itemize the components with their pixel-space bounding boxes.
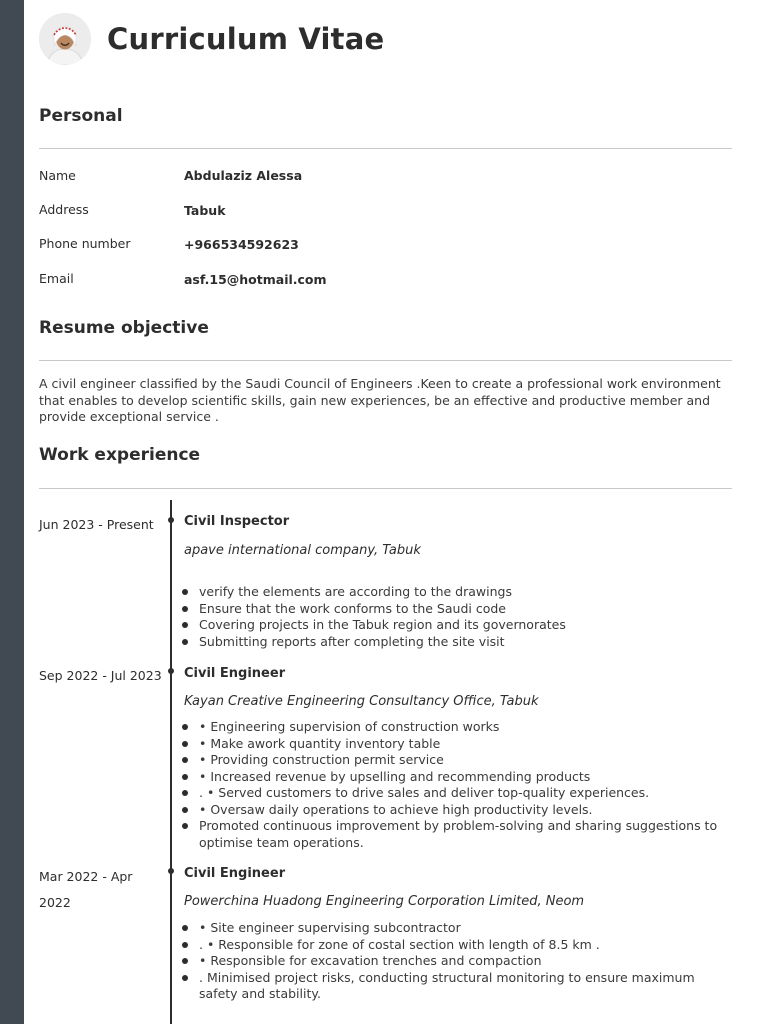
job-date: Mar 2022 - Apr 2022 bbox=[39, 869, 133, 910]
job-title: Civil Inspector bbox=[184, 514, 290, 529]
timeline-dot bbox=[168, 517, 174, 523]
list-item: • Oversaw daily operations to achieve high productivity levels. bbox=[184, 802, 729, 819]
field-value-name: Abdulaziz Alessa bbox=[184, 168, 303, 183]
job-title: Civil Engineer bbox=[184, 666, 286, 681]
list-item: • Providing construction permit service bbox=[184, 752, 729, 769]
left-accent-bar bbox=[0, 0, 24, 1024]
objective-text: A civil engineer classified by the Saudi Council of Engineers .Keen to create a professional work environment that enables to develop scientific skills, gain new experiences, be an effective and productive member and provide exceptional service . bbox=[39, 376, 721, 424]
field-label-phone: Phone number bbox=[39, 236, 131, 251]
section-heading-work: Work experience bbox=[39, 445, 201, 465]
list-item: . • Responsible for zone of costal section with length of 8.5 km . bbox=[184, 937, 729, 954]
section-heading-personal: Personal bbox=[39, 106, 123, 126]
list-item: • Increased revenue by upselling and recommending products bbox=[184, 769, 729, 786]
job-date: Jun 2023 - Present bbox=[39, 517, 154, 532]
list-item: • Responsible for excavation trenches and compaction bbox=[184, 953, 729, 970]
timeline-line bbox=[170, 500, 172, 1024]
list-item: Ensure that the work conforms to the Saudi code bbox=[184, 601, 729, 618]
list-item: . • Served customers to drive sales and deliver top-quality experiences. bbox=[184, 785, 729, 802]
job-company: Powerchina Huadong Engineering Corporation Limited, Neom bbox=[184, 894, 585, 909]
page-title: Curriculum Vitae bbox=[107, 22, 385, 56]
section-divider bbox=[39, 360, 732, 361]
avatar bbox=[39, 13, 91, 65]
section-heading-objective: Resume objective bbox=[39, 318, 209, 338]
field-label-address: Address bbox=[39, 202, 89, 217]
job-title: Civil Engineer bbox=[184, 866, 286, 881]
job-company: apave international company, Tabuk bbox=[184, 543, 421, 558]
field-value-address: Tabuk bbox=[184, 203, 226, 218]
cv-header bbox=[39, 13, 384, 65]
job-bullets bbox=[184, 920, 729, 1003]
field-value-phone: +966534592623 bbox=[184, 237, 299, 252]
list-item: • Engineering supervision of construction works bbox=[184, 719, 729, 736]
list-item: • Site engineer supervising subcontractor bbox=[184, 920, 729, 937]
timeline-dot bbox=[168, 868, 174, 874]
list-item: • Make awork quantity inventory table bbox=[184, 736, 729, 753]
job-company: Kayan Creative Engineering Consultancy Office, Tabuk bbox=[184, 694, 539, 709]
field-value-email: asf.15@hotmail.com bbox=[184, 272, 327, 287]
section-divider bbox=[39, 148, 732, 149]
list-item: Promoted continuous improvement by problem-solving and sharing suggestions to optimise team operations. bbox=[184, 818, 729, 851]
list-item: . Minimised project risks, conducting structural monitoring to ensure maximum safety and stability. bbox=[184, 970, 729, 1003]
profile-photo-icon bbox=[39, 13, 91, 65]
list-item: Submitting reports after completing the site visit bbox=[184, 634, 729, 651]
list-item: Covering projects in the Tabuk region and its governorates bbox=[184, 617, 729, 634]
section-divider bbox=[39, 488, 732, 489]
timeline-dot bbox=[168, 668, 174, 674]
job-bullets bbox=[184, 584, 729, 650]
field-label-email: Email bbox=[39, 271, 74, 286]
job-date: Sep 2022 - Jul 2023 bbox=[39, 668, 162, 683]
list-item: verify the elements are according to the drawings bbox=[184, 584, 729, 601]
field-label-name: Name bbox=[39, 168, 76, 183]
job-bullets bbox=[184, 719, 729, 851]
